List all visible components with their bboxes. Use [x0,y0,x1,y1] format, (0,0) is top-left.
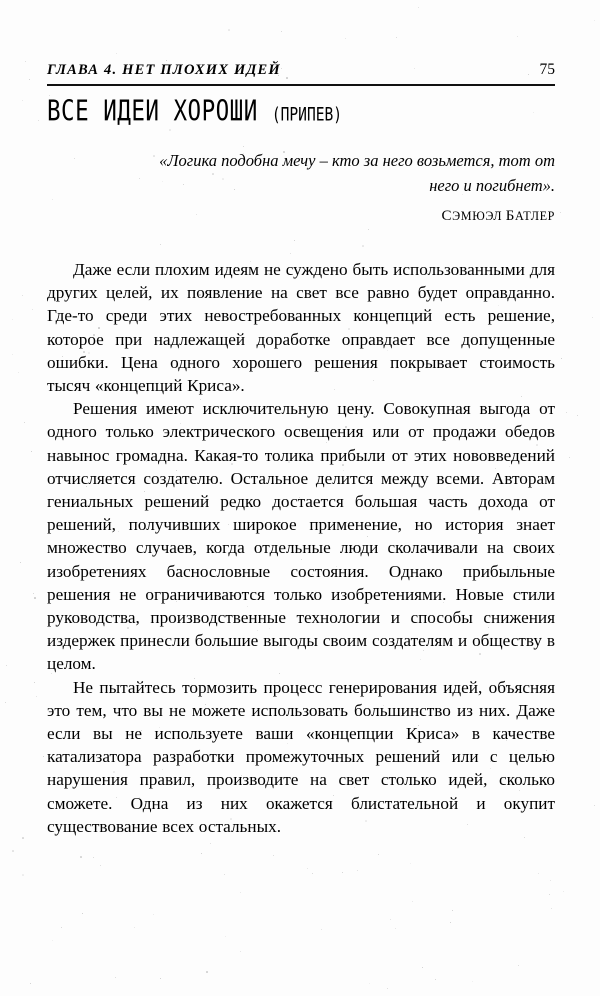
attribution-first-name-initial: С [441,208,453,224]
section-title-parenthetical: (ПРИПЕВ) [271,104,343,126]
epigraph-quote: «Логика подобна мечу – кто за него возьмется, тот от него и погибнет». [159,151,555,195]
body-text [47,258,555,838]
page-number: 75 [539,61,555,78]
body-paragraph: Даже если плохим идеям не суждено быть использованными для других целей, их появление на свет все равно будет оправданно. Где-то среди этих невостребованных концепций есть решение, которое при надлежащей доработке оправдает все допущенные ошибки. Цена одного хорошего решения покрывает стоимость тысяч «концепций Криса». [47,260,555,396]
running-head-chapter-title: ГЛАВА 4. НЕТ ПЛОХИХ ИДЕЙ [47,62,281,78]
attribution-last-name-initial: Б [505,208,515,224]
epigraph-attribution [140,208,555,225]
attribution-last-name-rest: АТЛЕР [514,209,555,223]
body-paragraph: Не пытайтесь тормозить процесс генерирования идей, объясняя это тем, что вы не можете использовать большинство из них. Даже если вы не используете ваши «концепции Криса» в качестве катализатора разработки промежуточных решений или с целью нарушения правил, производите на свет столько идей, сколько сможете. Одна из них окажется блистательной и окупит существование всех остальных. [47,677,555,836]
header-rule [47,84,555,86]
running-head [47,61,555,79]
section-title-main: ВСЕ ИДЕИ ХОРОШИ [47,94,258,128]
section-title [47,94,343,128]
body-paragraph: Решения имеют исключительную цену. Совокупная выгода от одного только электрического освещения или от продажи обедов навынос громадна. Какая-то толика прибыли от этих нововведений отчисляется создателю. Остальное делится между всеми. Авторам гениальных решений редко достается большая часть дохода от решений, получивших широкое применение, но история знает множество случаев, когда отдельные люди сколачивали на своих изобретениях баснословные состояния. Однако прибыльные решения не ограничиваются только изобретениями. Новые стили руководства, производственные технологии и способы снижения издержек принесли большие выгоды своим создателям и обществу в целом. [47,399,555,674]
attribution-first-name-rest: ЭМЮЭЛ [452,209,506,223]
